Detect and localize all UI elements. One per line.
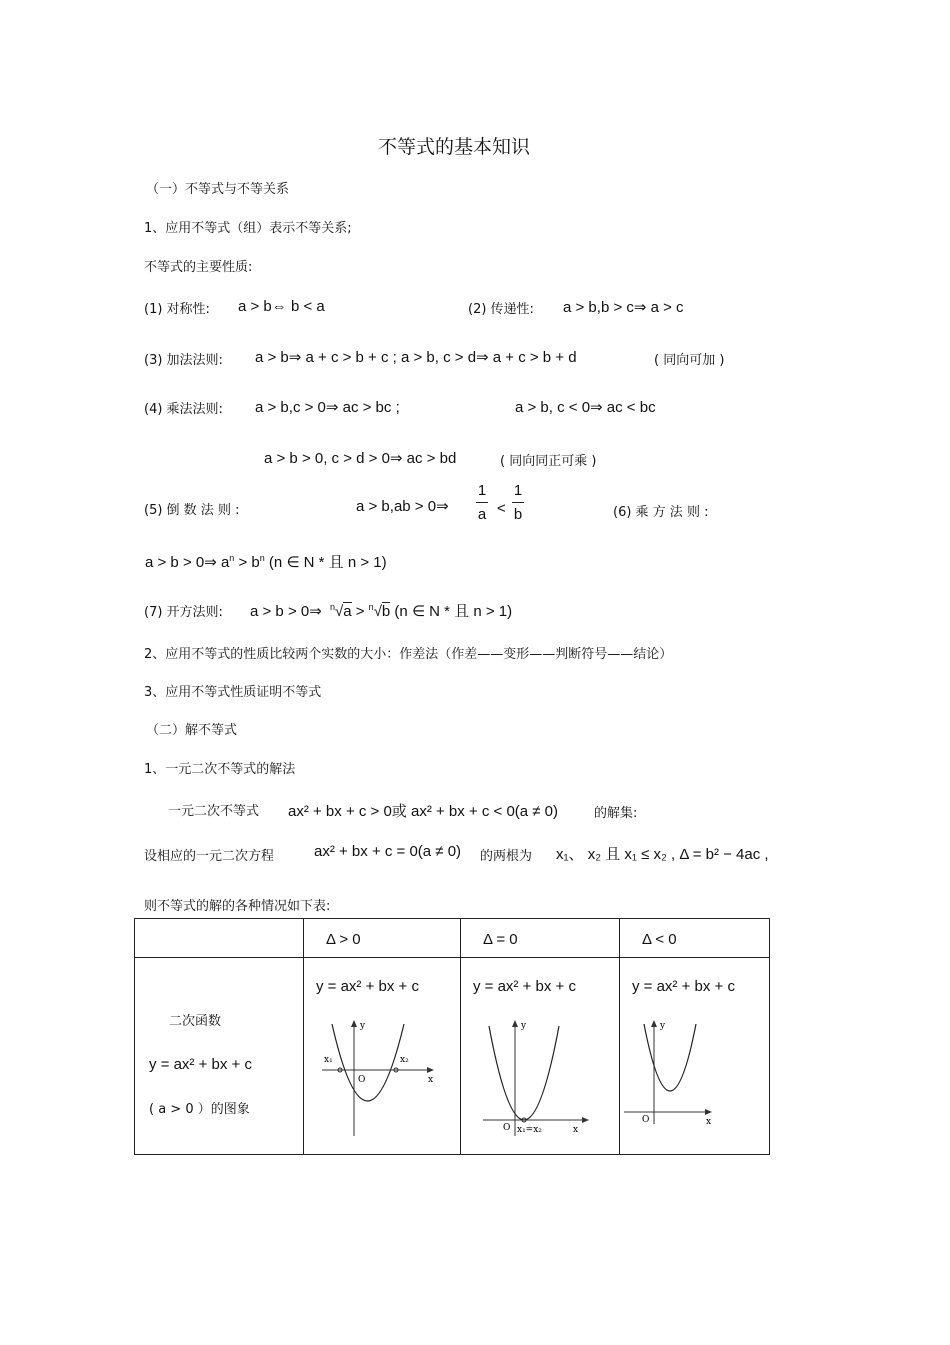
table-header-delta-negative: Δ < 0 [620, 919, 770, 958]
property-3-note: ( 同向可加 ) [654, 353, 725, 368]
fraction-1-over-a [476, 482, 488, 523]
fraction-denominator: b [513, 506, 523, 523]
greater-than-sign: > [355, 603, 365, 620]
property-6-label: (6) 乘 方 法 则 : [613, 505, 709, 520]
row-label-line1: 二次函数 [169, 1014, 222, 1029]
item-2: 2、应用不等式的性质比较两个实数的大小：作差法（作差——变形——判断符号——结论） [144, 647, 673, 662]
property-4-label: (4) 乘法法则: [144, 402, 223, 417]
x-axis-label: x [573, 1125, 579, 1135]
p6-formula-tail: (n ∈ N * 且 n > 1) [264, 554, 387, 571]
table-intro: 则不等式的解的各种情况如下表: [144, 899, 331, 914]
root-index: n [368, 602, 374, 612]
page-title: 不等式的基本知识 [378, 136, 531, 158]
p7-formula-start: a > b > 0⇒ [250, 603, 322, 620]
parabola-two-roots-graph [318, 1018, 438, 1148]
quadratic-intro-tail: 的解集: [594, 806, 638, 821]
property-4-formula-b: a > b, c < 0⇒ ac < bc [515, 399, 656, 416]
table-header-delta-zero: Δ = 0 [461, 919, 620, 958]
parabola-no-roots-graph [624, 1018, 744, 1148]
exponent-n: n [259, 553, 265, 563]
section2-item-1: 1、一元二次不等式的解法 [144, 762, 296, 777]
property-4-formula-c: a > b > 0, c > d > 0⇒ ac > bd [264, 450, 457, 467]
item-3: 3、应用不等式性质证明不等式 [144, 685, 322, 700]
property-6-formula [145, 551, 387, 572]
equation-intro-text: 设相应的一元二次方程 [144, 849, 275, 864]
radicand-b: b [381, 603, 391, 620]
root-index: n [329, 602, 335, 612]
function-label: y = ax² + bx + c [473, 978, 576, 995]
origin-label: O [358, 1075, 366, 1085]
property-3-label: (3) 加法法则: [144, 353, 223, 368]
property-4-formula-a: a > b,c > 0⇒ ac > bc ; [255, 399, 400, 416]
property-4-note: ( 同向同正可乘 ) [500, 454, 597, 469]
x-axis-label: x [428, 1075, 434, 1085]
p6-formula-start: a > b > 0⇒ a [145, 554, 230, 571]
p6-formula-mid: > b [234, 554, 260, 571]
graph-cell-delta-zero [461, 958, 620, 1155]
property-2-formula: a > b,b > c⇒ a > c [563, 299, 684, 316]
radical-sign: √ [373, 603, 382, 620]
property-5-label: (5) 倒 数 法 则 : [144, 503, 240, 518]
less-than-sign: < [497, 500, 506, 517]
property-1-formula: a > b⇔ b < a [238, 298, 325, 315]
quadratic-equation-formula: ax² + bx + c = 0(a ≠ 0) [314, 843, 462, 860]
fraction-denominator: a [477, 506, 487, 523]
y-axis-label: y [521, 1021, 527, 1031]
property-7-label: (7) 开方法则: [144, 605, 223, 620]
property-1-label: (1) 对称性: [144, 302, 210, 317]
y-axis-label: y [660, 1021, 666, 1031]
p7-formula-tail: (n ∈ N * 且 n > 1) [390, 603, 513, 620]
quadratic-inequality-formula: ax² + bx + c > 0或 ax² + bx + c < 0(a ≠ 0) [288, 803, 559, 820]
x1-label: x₁ [324, 1055, 333, 1065]
property-7-formula [250, 600, 512, 621]
fraction-1-over-b [512, 482, 524, 523]
quadratic-intro-text: 一元二次不等式 [168, 804, 260, 819]
exponent-n: n [229, 553, 235, 563]
section-heading-1: （一）不等式与不等关系 [146, 182, 290, 197]
property-3-formula: a > b⇒ a + c > b + c ; a > b, c > d⇒ a + c > b + d [255, 349, 577, 366]
solution-table [134, 918, 770, 1155]
y-axis-label: y [360, 1021, 366, 1031]
roots-text: 的两根为 [480, 849, 533, 864]
function-label: y = ax² + bx + c [632, 978, 735, 995]
origin-label: O [642, 1115, 650, 1125]
props-heading: 不等式的主要性质: [144, 260, 253, 275]
fraction-numerator: 1 [513, 482, 523, 499]
row-label-line2: y = ax² + bx + c [149, 1056, 252, 1073]
property-5-formula: a > b,ab > 0⇒ [356, 498, 449, 515]
parabola-double-root-graph [475, 1018, 595, 1148]
table-header-empty [135, 919, 304, 958]
row-label-line3: ( a > 0 ）的图象 [149, 1102, 250, 1117]
table-header-delta-positive: Δ > 0 [304, 919, 461, 958]
section-heading-2: （二）解不等式 [146, 723, 238, 738]
roots-formula: x₁、 x₂ 且 x₁ ≤ x₂ , Δ = b² − 4ac , [556, 846, 769, 863]
item-1: 1、应用不等式（组）表示不等关系; [144, 221, 352, 236]
row-label-cell [135, 958, 304, 1155]
radicand-a: a [343, 603, 352, 620]
graph-cell-delta-positive [304, 958, 461, 1155]
origin-label: O [503, 1123, 511, 1133]
graph-cell-delta-negative [620, 958, 770, 1155]
property-2-label: (2) 传递性: [468, 302, 534, 317]
x-axis-label: x [706, 1117, 712, 1127]
function-label: y = ax² + bx + c [316, 978, 419, 995]
x1-equals-x2-label: x₁=x₂ [517, 1125, 542, 1135]
x2-label: x₂ [400, 1055, 409, 1065]
radical-sign: √ [334, 603, 344, 620]
fraction-numerator: 1 [477, 482, 487, 499]
